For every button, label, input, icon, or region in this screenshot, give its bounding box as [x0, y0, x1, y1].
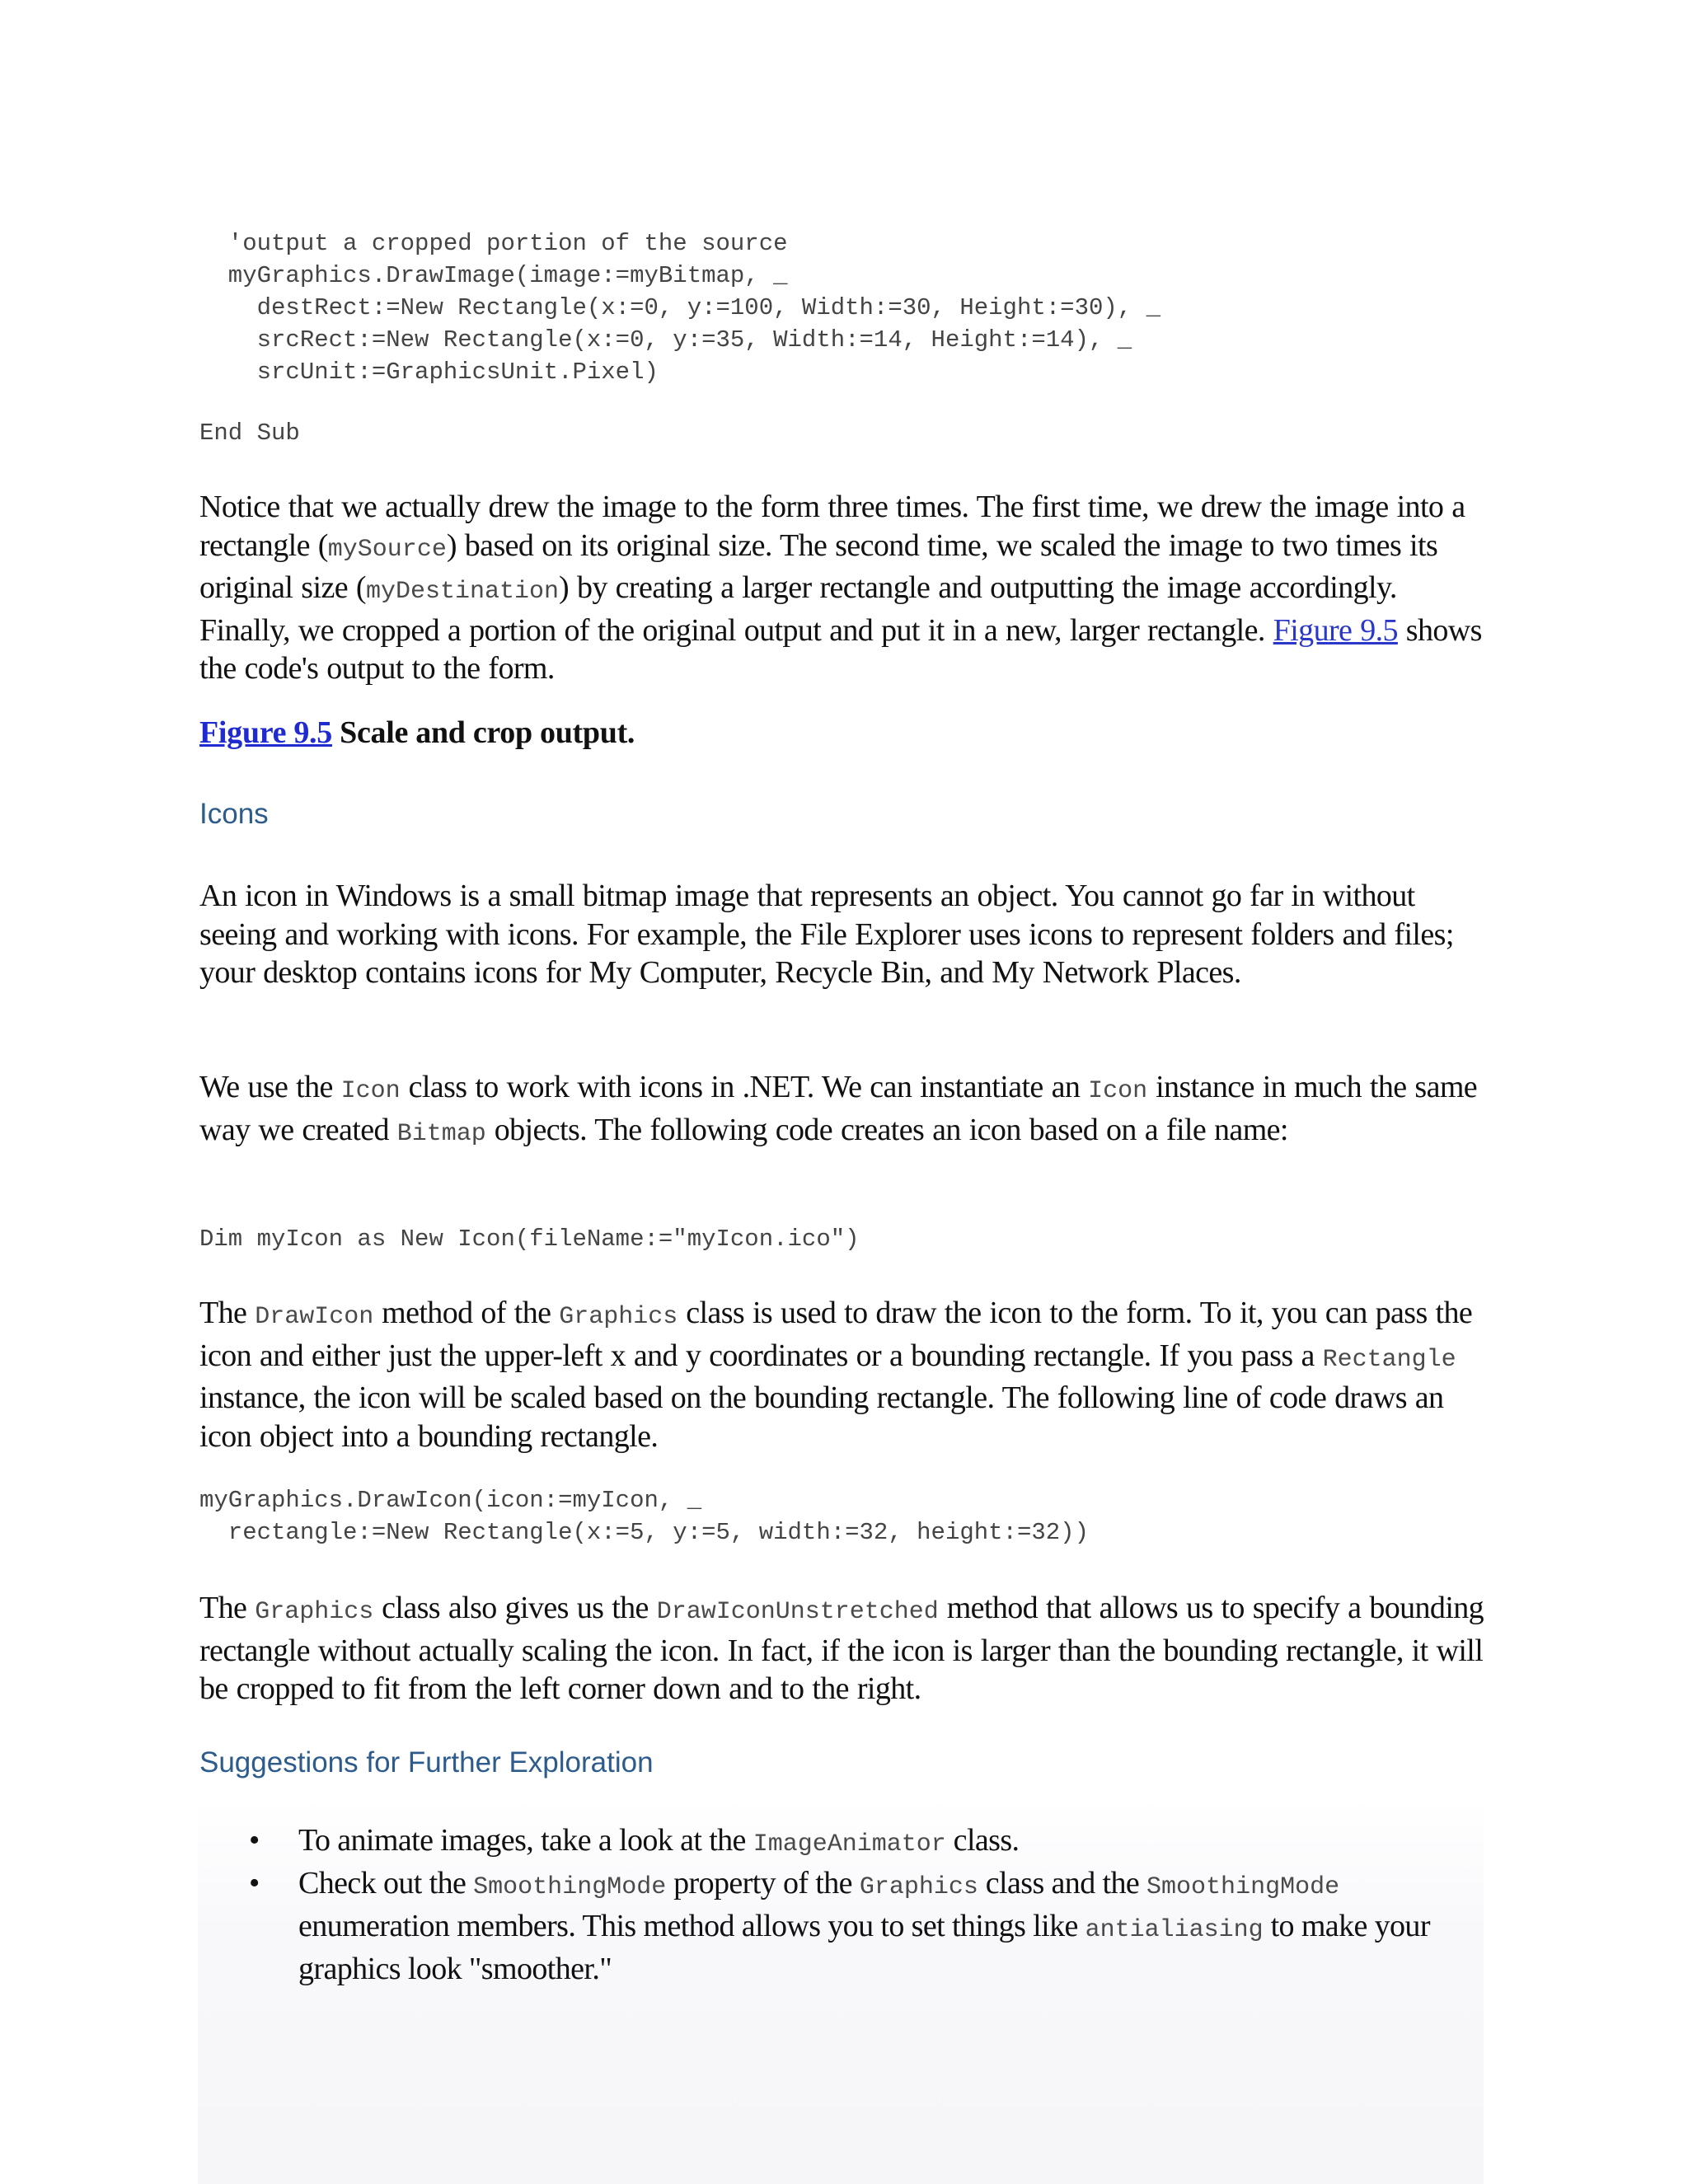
exploration-list [199, 1821, 1493, 1989]
inline-code: mySource [327, 535, 447, 564]
inline-code: myDestination [365, 578, 559, 606]
paragraph-notice: Notice that we actually drew the image to the form three times. The first time, we drew the image into a rectangle (mySource) based on its original size. The second time, we scaled the image to two times its original size (myDestination) by creating a larger rectangle and outputting the image accordingly. Finally, we cropped a portion of the original output and put it in a new, larger rectangle. Figure 9.5 shows the code's output to the form. [199, 490, 1482, 686]
inline-code: Graphics [859, 1873, 978, 1901]
caption-figure-link[interactable]: Figure 9.5 [199, 715, 332, 750]
inline-code: Rectangle [1322, 1345, 1456, 1374]
code-line: srcRect:=New Rectangle(x:=0, y:=35, Width:=14, Height:=14), _ [199, 326, 1132, 354]
code-block-drawimage [199, 227, 1160, 388]
inline-code: Graphics [255, 1598, 374, 1626]
code-block-drawicon [199, 1484, 1089, 1549]
inline-code: antialiasing [1085, 1916, 1264, 1944]
inline-code: Bitmap [396, 1119, 486, 1148]
bullet-icon: • [249, 1866, 260, 1900]
code-line: srcUnit:=GraphicsUnit.Pixel) [199, 359, 659, 386]
inline-code: SmoothingMode [1146, 1873, 1340, 1901]
list-item: • Check out the SmoothingMode property of the Graphics class and the SmoothingMode enumeration members. This method allows you to set things like antialiasing to make your graphics look "smoother." [249, 1866, 1430, 1986]
inline-code: SmoothingMode [473, 1873, 667, 1901]
inline-code: Icon [340, 1077, 401, 1105]
code-line: myGraphics.DrawIcon(icon:=myIcon, _ [199, 1487, 702, 1514]
code-line: 'output a cropped portion of the source [199, 230, 788, 257]
code-line: rectangle:=New Rectangle(x:=5, y:=5, width:=32, height:=32)) [199, 1519, 1089, 1546]
section-heading-icons: Icons [199, 798, 269, 830]
inline-code: DrawIcon [255, 1303, 374, 1331]
code-line: destRect:=New Rectangle(x:=0, y:=100, Width:=30, Height:=30), _ [199, 294, 1160, 321]
figure-caption: Figure 9.5 Scale and crop output. [199, 715, 635, 750]
inline-code: DrawIconUnstretched [656, 1598, 939, 1626]
paragraph-icons-intro: An icon in Windows is a small bitmap image that represents an object. You cannot go far in without seeing and working with icons. For example, the File Explorer uses icons to represent folders and files; your desktop contains icons for My Computer, Recycle Bin, and My Network Places. [199, 879, 1454, 990]
code-line: myGraphics.DrawImage(image:=myBitmap, _ [199, 262, 788, 289]
code-dim-icon: Dim myIcon as New Icon(fileName:="myIcon.ico") [199, 1226, 860, 1253]
figure-9-5-link[interactable]: Figure 9.5 [1273, 612, 1398, 648]
inline-code: ImageAnimator [753, 1830, 946, 1858]
paragraph-drawicon: The DrawIcon method of the Graphics class is used to draw the icon to the form. To it, you can pass the icon and either just the upper-left x and y coordinates or a bounding rectangle. If you pass a Rectangle instance, the icon will be scaled based on the bounding rectangle. The following line of code draws an icon object into a bounding rectangle. [199, 1296, 1473, 1454]
list-item: • To animate images, take a look at the ImageAnimator class. [249, 1823, 1020, 1858]
inline-code: Icon [1088, 1077, 1148, 1105]
inline-code: Graphics [559, 1303, 678, 1331]
code-end-sub: End Sub [199, 419, 300, 447]
paragraph-unstretched: The Graphics class also gives us the DrawIconUnstretched method that allows us to specify a bounding rectangle without actually scaling the icon. In fact, if the icon is larger than the bounding rectangle, it will be cropped to fit from the left corner down and to the right. [199, 1591, 1484, 1706]
bullet-icon: • [249, 1823, 260, 1858]
section-heading-further-exploration: Suggestions for Further Exploration [199, 1746, 654, 1779]
paragraph-icon-class: We use the Icon class to work with icons in .NET. We can instantiate an Icon instance in much the same way we created Bitmap objects. The following code creates an icon based on a file name: [199, 1070, 1478, 1148]
